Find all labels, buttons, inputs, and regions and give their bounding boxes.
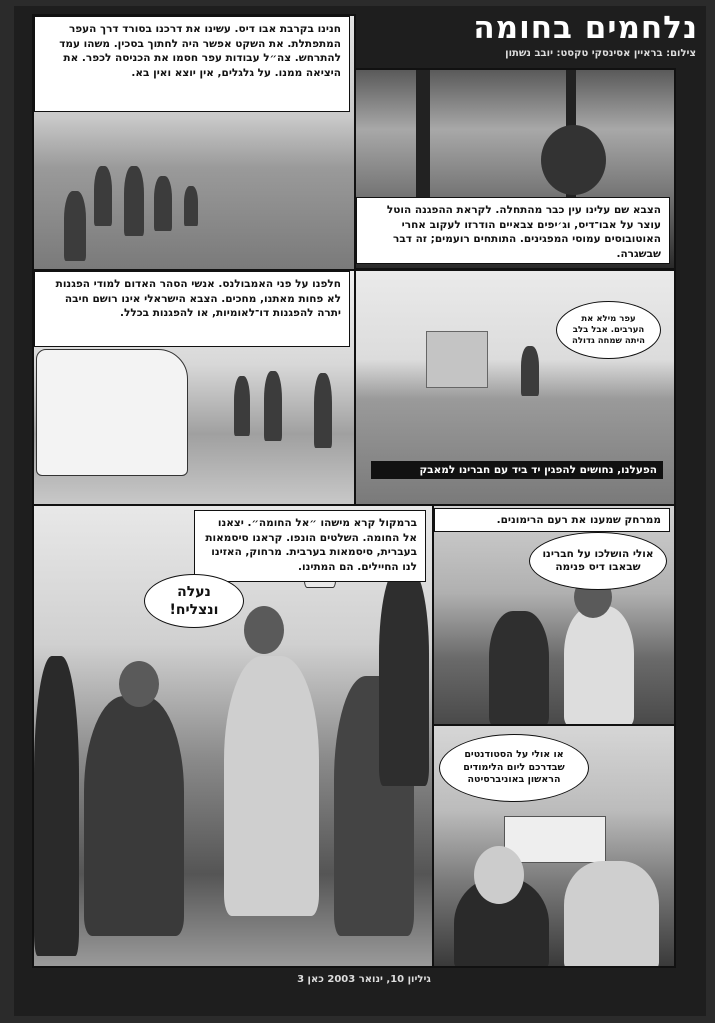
protest-sign — [504, 816, 606, 863]
panel-students-marching — [432, 724, 676, 968]
page-title: נלחמים בחומה — [473, 10, 698, 46]
panel-shofar-blowers — [432, 504, 676, 726]
caption-p3: חלפנו על פני האמבולנס. אנשי הסהר האדום למודי הפגנות לא פחות מאתנו, מחכים. הצבא הישראלי אינו רושם חיבה יתרה להפגנות דו־לאומיות, או להפגנות בכלל. — [34, 271, 350, 347]
caption-p1: חנינו בקרבת אבו דיס. עשינו את דרכנו בסורד דרך העפר המתפתלת. את השקט אפשר היה לחתוך בסכין. משהו עמד להתרחש. צה״ל עבודות עפר חסמו את הכניסה לכפר. את היציאה ממנו. על גלגלים, אין יוצא ואין בא. — [34, 16, 350, 112]
panel-bus-interior — [354, 68, 676, 270]
caption-p2: הצבא שם עלינו עין כבר מהתחלה. לקראת ההפגנה הוטל עוצר על אבו־דיס, וג׳יפים צבאיים הודרזו לעקוב אחרי האוטובוסים עמוסי המפגינים. התותחים רועמים; זה דבר שבשגרה. — [356, 197, 670, 264]
comic-page — [14, 6, 706, 1016]
caption-p4: הפעלנו, נחושים להפגין יד ביד עם חברינו למאבק — [371, 461, 663, 479]
panel-megaphone-crowd — [32, 504, 434, 968]
panel-ambulance — [32, 269, 356, 506]
caption-p5: ברמקול קרא מישהו ״אל החומה״. יצאנו אל החומה. השלטים הונפו. קראנו סיסמאות בעברית, סיסמאות בערבית. מרחוק, האזינו לנו החיילים. הם המתינו. — [194, 510, 426, 582]
caption-p6: ממרחק שמענו את רעם הרימונים. — [434, 508, 670, 532]
speech-bubble-p6: אולי הושלכו על חברינו שבאבו דיס פנימה — [529, 532, 667, 590]
speech-bubble-p7: או אולי על הסטודנטים שבדרכם ליום הלימודים הראשון באוניברסיטה — [439, 734, 589, 802]
panel-hilltop-walker — [354, 269, 676, 506]
speech-bubble-p4: עפר מילא את הערבים. אבל בלב היתה שמחה גדולה — [556, 301, 661, 359]
page-footer: גיליון 10, ינואר 2003 כאן 3 — [297, 974, 431, 985]
speech-bubble-p5: נעלה ונצליח! — [144, 574, 244, 628]
ambulance-van — [36, 349, 188, 476]
panel-crowd-on-dirt-road — [32, 14, 356, 271]
credits-line: צילום: בראיין אסינסקי טקסט: יובב נשתון — [505, 48, 696, 59]
